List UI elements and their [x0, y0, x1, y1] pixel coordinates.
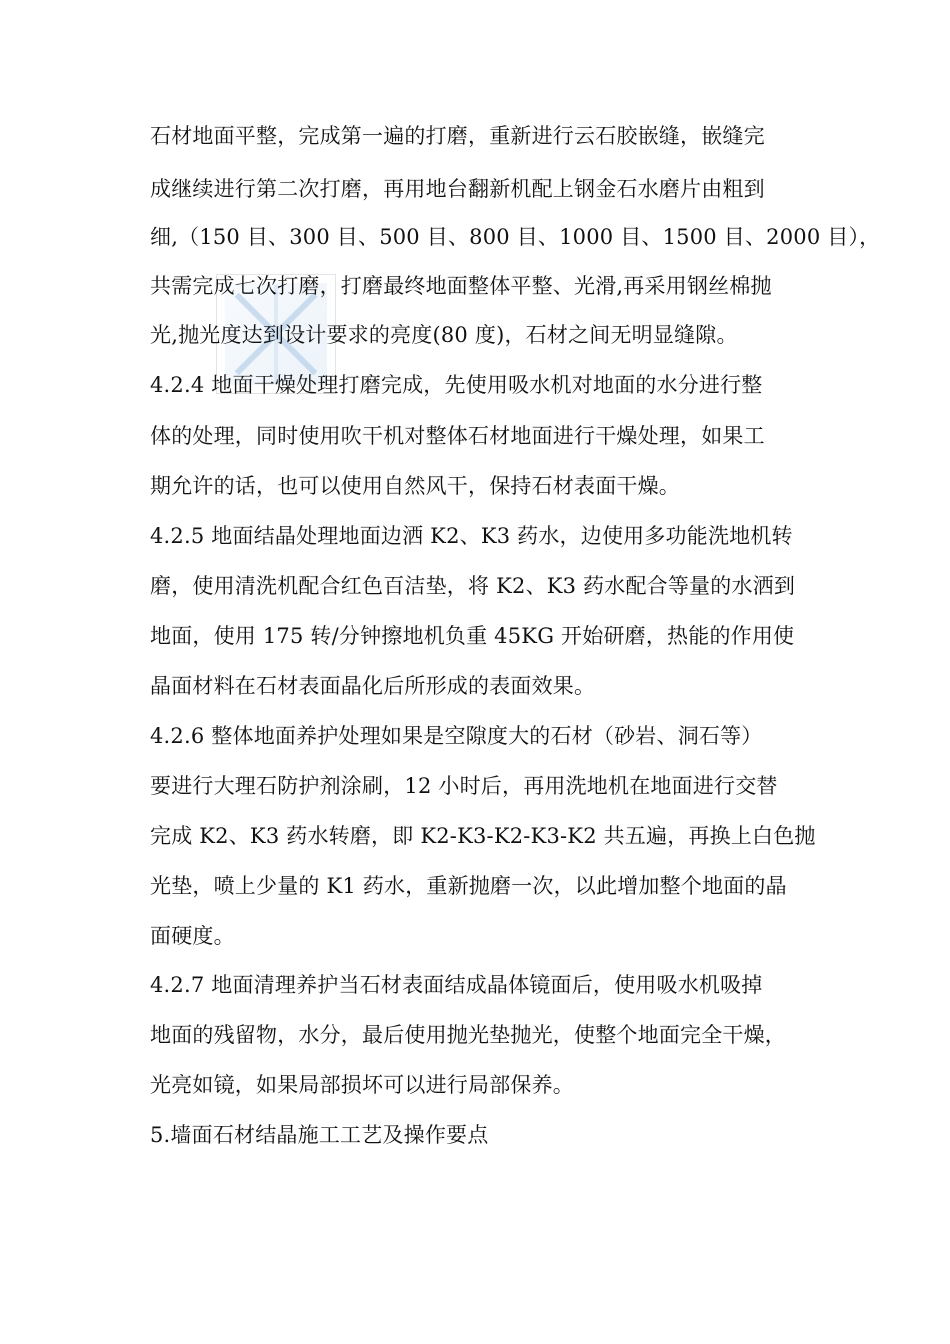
section-4-2-5-line-4: 晶面材料在石材表面晶化后所形成的表面效果。: [150, 674, 596, 698]
text-line-5: 光,抛光度达到设计要求的亮度(80 度)，石材之间无明显缝隙。: [150, 323, 738, 347]
text-line-4: 共需完成七次打磨，打磨最终地面整体平整、光滑,再采用钢丝棉抛: [150, 274, 772, 298]
section-4-2-5-line-1: 4.2.5 地面结晶处理地面边洒 K2、K3 药水，边使用多功能洗地机转: [150, 524, 793, 548]
section-4-2-6-line-1: 4.2.6 整体地面养护处理如果是空隙度大的石材（砂岩、洞石等）: [150, 724, 763, 748]
section-4-2-5-line-3: 地面，使用 175 转/分钟擦地机负重 45KG 开始研磨，热能的作用使: [150, 624, 795, 648]
text-line-1: 石材地面平整，完成第一遍的打磨，重新进行云石胶嵌缝，嵌缝完: [150, 124, 765, 148]
section-4-2-6-line-4: 光垫，喷上少量的 K1 药水，重新抛磨一次，以此增加整个地面的晶: [150, 874, 787, 898]
text-line-3: 细,（150 目、300 目、500 目、800 目、1000 目、1500 目、2000 目），: [150, 225, 881, 249]
text-line-2: 成继续进行第二次打磨，再用地台翻新机配上钢金石水磨片由粗到: [150, 177, 765, 201]
section-4-2-4-line-1: 4.2.4 地面干燥处理打磨完成，先使用吸水机对地面的水分进行整: [150, 373, 763, 397]
section-4-2-7-line-1: 4.2.7 地面清理养护当石材表面结成晶体镜面后，使用吸水机吸掉: [150, 973, 763, 997]
section-4-2-7-line-2: 地面的残留物，水分，最后使用抛光垫抛光，使整个地面完全干燥，: [150, 1023, 786, 1047]
section-4-2-5-line-2: 磨，使用清洗机配合红色百洁垫，将 K2、K3 药水配合等量的水洒到: [150, 574, 796, 598]
section-4-2-6-line-2: 要进行大理石防护剂涂刷，12 小时后，再用洗地机在地面进行交替: [150, 774, 778, 798]
section-4-2-7-line-3: 光亮如镜，如果局部损坏可以进行局部保养。: [150, 1073, 574, 1097]
section-4-2-4-line-2: 体的处理，同时使用吹干机对整体石材地面进行干燥处理，如果工: [150, 424, 765, 448]
section-5-heading: 5.墙面石材结晶施工工艺及操作要点: [150, 1123, 489, 1147]
section-4-2-6-line-3: 完成 K2、K3 药水转磨，即 K2-K3-K2-K3-K2 共五遍，再换上白色抛: [150, 824, 816, 848]
section-4-2-4-line-3: 期允许的话，也可以使用自然风干，保持石材表面干燥。: [150, 474, 680, 498]
section-4-2-6-line-5: 面硬度。: [150, 924, 235, 948]
